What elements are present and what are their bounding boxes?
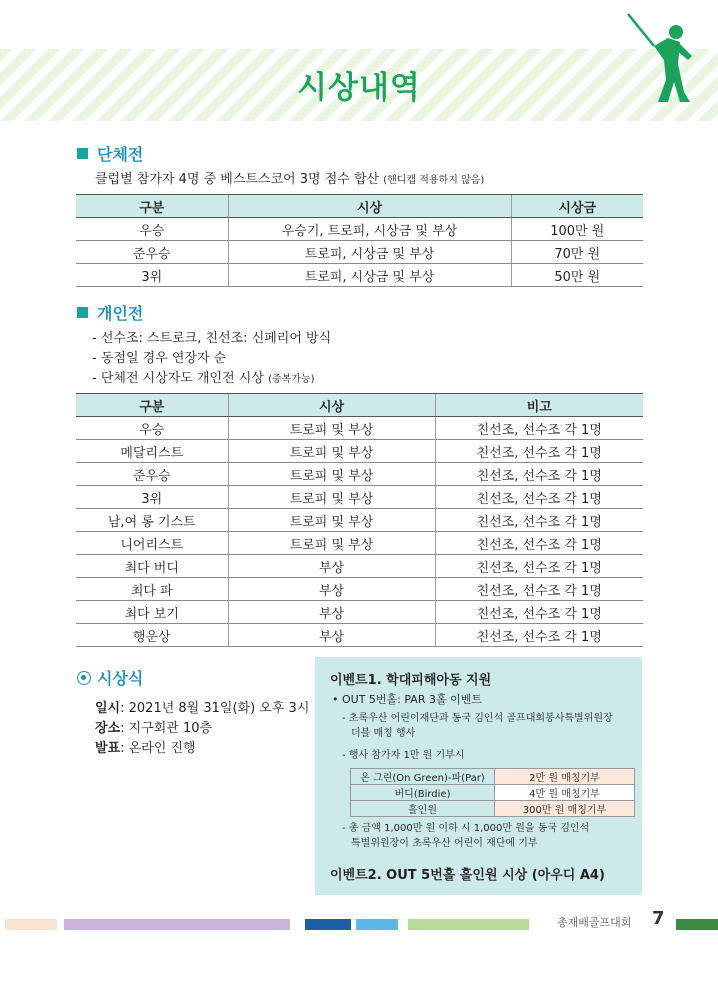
table-cell: 남,여 롱 기스트	[76, 509, 228, 532]
table-row	[76, 578, 643, 601]
individual-heading: 개인전	[77, 301, 143, 324]
footer-bar-navy	[305, 919, 351, 930]
ceremony-date: 일시: 2021년 8월 31일(화) 오후 3시	[95, 701, 310, 716]
table-cell: 트로피 및 부상	[228, 532, 435, 555]
table-row	[76, 417, 643, 440]
table-row	[76, 601, 643, 624]
table-cell: 친선조, 선수조 각 1명	[435, 417, 643, 440]
table-cell: 친선조, 선수조 각 1명	[435, 578, 643, 601]
table-cell: 50만 원	[511, 264, 643, 287]
table-cell: 준우승	[76, 241, 228, 264]
table-cell: 메달리스트	[76, 440, 228, 463]
table-row	[76, 555, 643, 578]
table-row	[76, 532, 643, 555]
footer-event-name: 총재배골프대회	[557, 916, 632, 929]
square-bullet-icon	[77, 307, 88, 318]
individual-rule-2: - 동점일 경우 연장자 순	[92, 351, 227, 366]
table-cell: 트로피 및 부상	[228, 417, 435, 440]
ceremony-announcement: 발표: 온라인 진행	[95, 741, 196, 756]
ceremony-heading: 시상식	[77, 666, 143, 689]
table-cell: 부상	[228, 555, 435, 578]
table-cell: 트로피, 시상금 및 부상	[228, 241, 511, 264]
table-row	[351, 801, 635, 817]
team-description: 클럽별 참가자 4명 중 베스트스코어 3명 점수 합산 (핸디캡 적용하지 않음)	[95, 172, 485, 187]
events-box	[315, 657, 642, 895]
table-row	[351, 769, 635, 785]
event1-donation-condition: - 행사 참가자 1만 원 기부시	[342, 750, 465, 761]
table-cell: 부상	[228, 578, 435, 601]
table-cell: 친선조, 선수조 각 1명	[435, 624, 643, 647]
table-row	[76, 624, 643, 647]
table-cell: 우승	[76, 417, 228, 440]
table-cell: 친선조, 선수조 각 1명	[435, 486, 643, 509]
table-cell: 니어리스트	[76, 532, 228, 555]
table-cell: 트로피 및 부상	[228, 509, 435, 532]
table-cell: 70만 원	[511, 241, 643, 264]
table-row	[76, 486, 643, 509]
table-cell: 친선조, 선수조 각 1명	[435, 463, 643, 486]
page-title: 시상내역	[297, 70, 421, 106]
column-header: 시상금	[511, 195, 643, 218]
table-cell: 홀인원	[351, 801, 495, 817]
event2-title: 이벤트2. OUT 5번홀 홀인원 시상 (아우디 A4)	[330, 868, 605, 883]
column-header: 구분	[76, 394, 228, 417]
table-cell: 버디(Birdie)	[351, 785, 495, 801]
table-cell: 3위	[76, 486, 228, 509]
table-row	[76, 509, 643, 532]
matching-donation-table	[350, 768, 635, 817]
table-cell: 우승	[76, 218, 228, 241]
individual-rule-1: - 선수조: 스트로크, 친선조: 신페리어 방식	[92, 331, 332, 346]
individual-table-header	[76, 394, 643, 417]
table-row	[76, 463, 643, 486]
table-cell: 행운상	[76, 624, 228, 647]
event1-total-note: - 총 금액 1,000만 원 이하 시 1,000만 원을 동국 김인석 특별위원장이 초록우산 어린이 재단에 기부	[342, 823, 590, 849]
column-header: 시상	[228, 394, 435, 417]
table-cell: 트로피, 시상금 및 부상	[228, 264, 511, 287]
table-cell: 부상	[228, 601, 435, 624]
event1-title: 이벤트1. 학대피해아동 지원	[330, 673, 492, 688]
footer-bar-lightgreen	[408, 919, 529, 930]
table-cell: 트로피 및 부상	[228, 486, 435, 509]
column-header: 비고	[435, 394, 643, 417]
table-cell: 친선조, 선수조 각 1명	[435, 440, 643, 463]
footer-bar-peach	[5, 919, 57, 930]
table-row	[76, 440, 643, 463]
individual-award-table	[76, 393, 643, 647]
team-table-header	[76, 195, 643, 218]
table-cell: 최다 버디	[76, 555, 228, 578]
table-row	[351, 785, 635, 801]
table-cell: 트로피 및 부상	[228, 463, 435, 486]
footer-bar-sky	[356, 919, 398, 930]
table-cell: 온 그린(On Green)-파(Par)	[351, 769, 495, 785]
table-cell: 최다 보기	[76, 601, 228, 624]
table-cell: 3위	[76, 264, 228, 287]
table-cell: 4만 원 매칭기부	[495, 785, 635, 801]
table-row	[76, 218, 643, 241]
square-bullet-icon	[77, 148, 88, 159]
page-number: 7	[652, 908, 665, 929]
table-cell: 친선조, 선수조 각 1명	[435, 509, 643, 532]
table-row	[76, 241, 643, 264]
golfer-silhouette-icon	[618, 12, 700, 104]
individual-rule-3: - 단체전 시상자도 개인전 시상 (중복가능)	[92, 371, 315, 386]
table-cell: 100만 원	[511, 218, 643, 241]
table-cell: 부상	[228, 624, 435, 647]
event1-subtitle: • OUT 5번홀: PAR 3홀 이벤트	[332, 693, 482, 706]
footer-bar-green	[676, 919, 718, 930]
table-cell: 2만 원 매칭기부	[495, 769, 635, 785]
table-cell: 친선조, 선수조 각 1명	[435, 555, 643, 578]
team-heading: 단체전	[77, 142, 143, 165]
table-cell: 최다 파	[76, 578, 228, 601]
table-cell: 친선조, 선수조 각 1명	[435, 532, 643, 555]
table-row	[76, 264, 643, 287]
table-cell: 친선조, 선수조 각 1명	[435, 601, 643, 624]
ceremony-place: 장소: 지구회관 10층	[95, 721, 213, 736]
column-header: 시상	[228, 195, 511, 218]
circle-bullet-icon	[77, 671, 91, 685]
table-cell: 300만 원 매칭기부	[495, 801, 635, 817]
table-cell: 트로피 및 부상	[228, 440, 435, 463]
team-award-table	[76, 194, 643, 287]
column-header: 구분	[76, 195, 228, 218]
table-cell: 우승기, 트로피, 시상금 및 부상	[228, 218, 511, 241]
table-cell: 준우승	[76, 463, 228, 486]
event1-description: - 초록우산 어린이재단과 동국 김인석 골프대회봉사특별위원장 더블 매칭 행사	[342, 713, 613, 739]
footer-bar-purple	[64, 919, 290, 930]
